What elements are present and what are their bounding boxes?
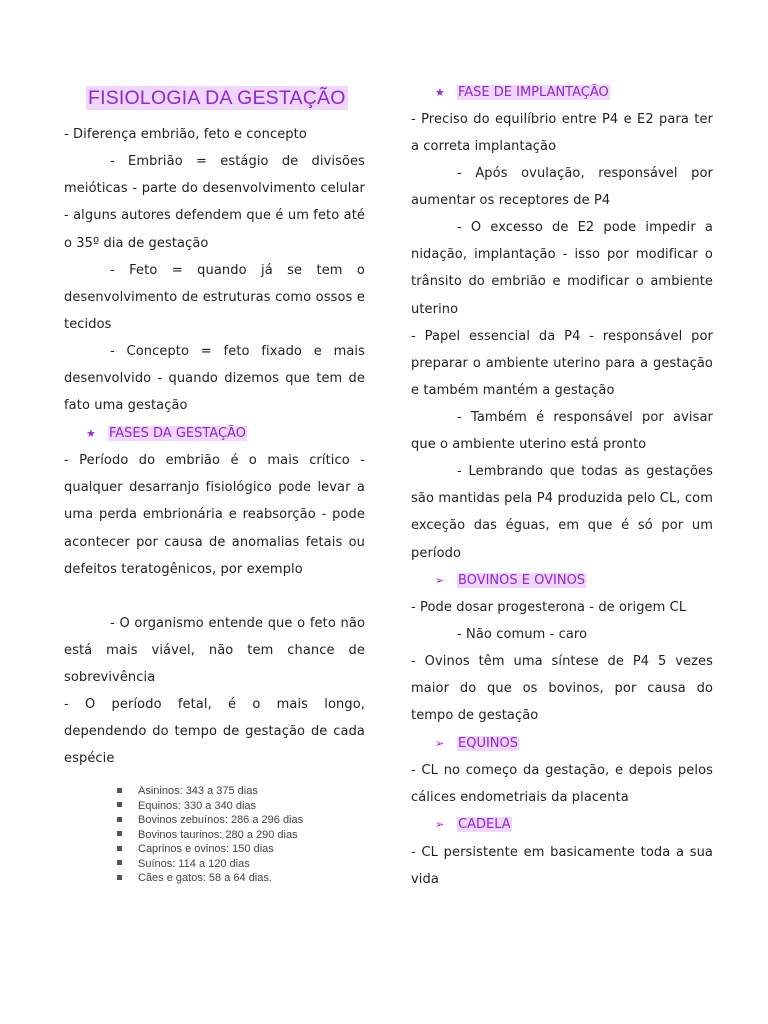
left-paragraph-6: - O organismo entende que o feto não está mais viável, não tem chance de sobrevivência — [64, 616, 365, 686]
right-paragraph-6: - Lembrando que todas as gestações são mantidas pela P4 produzida pelo CL, com exceção das éguas, em que é só por um período — [411, 464, 713, 561]
right-paragraph-9: - Ovinos têm uma síntese de P4 5 vezes maior do que os bovinos, por causa do tempo de gestação — [411, 654, 713, 724]
list-item: Bovinos zebuínos: 286 a 296 dias — [117, 813, 303, 828]
right-paragraph-5: - Também é responsável por avisar que o ambiente uterino está pronto — [411, 410, 713, 453]
bullet-icon — [117, 846, 122, 851]
section-heading-bovinos: ➢ BOVINOS E OVINOS — [435, 573, 586, 588]
section-heading-equinos: ➢ EQUINOS — [435, 736, 519, 751]
list-item: Suínos: 114 a 120 dias — [117, 857, 303, 872]
right-paragraph-10: - CL no começo da gestação, e depois pelos cálices endometriais da placenta — [411, 763, 713, 806]
right-paragraph-1: - Preciso do equilíbrio entre P4 e E2 para ter a correta implantação — [411, 112, 713, 155]
right-paragraph-8: - Não comum - caro — [457, 627, 588, 642]
left-paragraph-1: - Diferença embrião, feto e concepto — [64, 127, 307, 142]
right-paragraph-11: - CL persistente em basicamente toda a sua vida — [411, 845, 713, 888]
list-item: Asininos: 343 a 375 dias — [117, 784, 303, 799]
arrow-icon: ➢ — [435, 818, 445, 831]
section-heading-fases: ★ FASES DA GESTAÇÃO — [86, 426, 246, 441]
left-paragraph-2: - Embrião = estágio de divisões meióticas - parte do desenvolvimento celular - alguns autores defendem que é um feto até o 35º dia de gestação — [64, 154, 365, 251]
bullet-icon — [117, 802, 122, 807]
left-paragraph-5: - Período do embrião é o mais crítico - qualquer desarranjo fisiológico pode levar a uma perda embrionária e reabsorção - pode acontecer por causa de anomalias fetais ou defeitos teratogênicos, por exemplo — [64, 453, 365, 577]
page-title: FISIOLOGIA DA GESTAÇÃO — [88, 87, 346, 109]
left-paragraph-4: - Concepto = feto fixado e mais desenvolvido - quando dizemos que tem de fato uma gestação — [64, 344, 365, 414]
bullet-icon — [117, 860, 122, 865]
section-heading-cadela: ➢ CADELA — [435, 817, 511, 832]
right-paragraph-7: - Pode dosar progesterona - de origem CL — [411, 600, 687, 615]
star-icon: ★ — [435, 86, 445, 99]
bullet-icon — [117, 788, 122, 793]
right-paragraph-3: - O excesso de E2 pode impedir a nidação, implantação - isso por modificar o trânsito do embrião e modificar o ambiente uterino — [411, 220, 713, 317]
list-item: Bovinos taurinos: 280 a 290 dias — [117, 828, 303, 843]
bullet-icon — [117, 831, 122, 836]
list-item: Cães e gatos: 58 a 64 dias. — [117, 871, 303, 886]
list-item: Caprinos e ovinos: 150 dias — [117, 842, 303, 857]
arrow-icon: ➢ — [435, 737, 445, 750]
arrow-icon: ➢ — [435, 574, 445, 587]
right-paragraph-2: - Após ovulação, responsável por aumentar os receptores de P4 — [411, 166, 713, 209]
list-item: Equinos: 330 a 340 dias — [117, 799, 303, 814]
left-paragraph-3: - Feto = quando já se tem o desenvolvimento de estruturas como ossos e tecidos — [64, 263, 365, 333]
star-icon: ★ — [86, 427, 96, 440]
bullet-icon — [117, 875, 122, 880]
left-paragraph-7: - O período fetal, é o mais longo, dependendo do tempo de gestação de cada espécie — [64, 697, 365, 767]
right-paragraph-4: - Papel essencial da P4 - responsável por preparar o ambiente uterino para a gestação e também mantém a gestação — [411, 329, 713, 399]
bullet-icon — [117, 817, 122, 822]
section-heading-implantacao: ★ FASE DE IMPLANTAÇÃO — [435, 85, 609, 100]
gestation-duration-list — [117, 784, 303, 886]
